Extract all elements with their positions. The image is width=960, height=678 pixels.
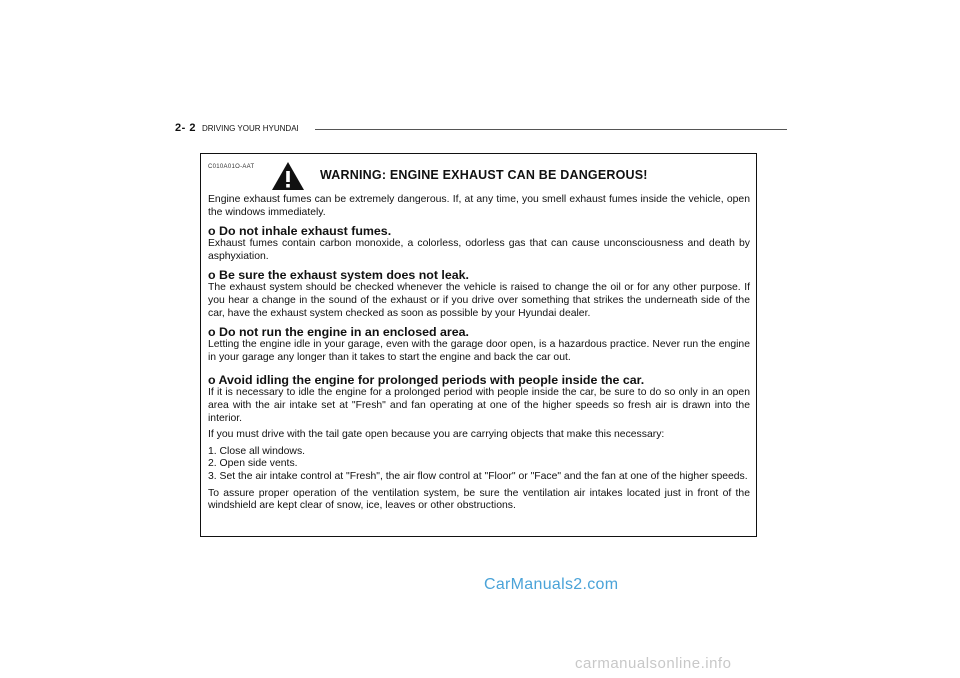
carmanuals-link[interactable]: CarManuals2.com (484, 576, 619, 593)
header-rule (315, 129, 787, 130)
list-item: 2. Open side vents. (208, 458, 298, 470)
document-code: C010A01O-AAT (208, 164, 255, 170)
tailgate-note: If you must drive with the tail gate open because you are carrying objects that make this necessary: (208, 429, 665, 441)
section-text: Exhaust fumes contain carbon monoxide, a colorless, odorless gas that can cause unconsciousness and death by asphyxiation. (208, 238, 750, 262)
list-item: 1. Close all windows. (208, 445, 306, 457)
section-heading: o Do not run the engine in an enclosed area. (208, 325, 469, 340)
exclamation-warning-icon (271, 161, 305, 191)
warning-box (200, 153, 757, 537)
section-heading: o Do not inhale exhaust fumes. (208, 224, 392, 239)
closing-paragraph: To assure proper operation of the ventilation system, be sure the ventilation air intakes located just in front of the windshield are kept clear of snow, ice, leaves or other obstructions. (208, 487, 750, 512)
section-heading: o Be sure the exhaust system does not leak. (208, 268, 469, 283)
intro-paragraph: Engine exhaust fumes can be extremely dangerous. If, at any time, you smell exhaust fumes inside the vehicle, open the windows immediately. (208, 194, 750, 218)
section-text: If it is necessary to idle the engine for a prolonged period with people inside the car, be sure to do so only in an open area with the air intake set at "Fresh" and fan operating at one of the higher speeds so fresh air is drawn into the interior. (208, 387, 750, 424)
page-number: 2- 2 (175, 122, 196, 134)
section-title: DRIVING YOUR HYUNDAI (202, 124, 299, 133)
site-watermark: carmanualsonline.info (575, 655, 732, 672)
section-text: The exhaust system should be checked whenever the vehicle is raised to change the oil or for any other purpose. If you hear a change in the sound of the exhaust or if you drive over something that strikes the underneath side of the car, have the exhaust system checked as soon as possible by your Hyundai dealer. (208, 282, 750, 319)
warning-body (208, 194, 750, 513)
section-text: Letting the engine idle in your garage, even with the garage door open, is a hazardous practice. Never run the engine in your garage any longer than it takes to start the engine and back the car out. (208, 339, 750, 363)
list-item: 3. Set the air intake control at "Fresh", the air flow control at "Floor" or "Face" and the fan at one of the higher speeds. (208, 470, 748, 482)
section-heading: o Avoid idling the engine for prolonged periods with people inside the car. (208, 373, 645, 388)
page-header (175, 122, 787, 138)
warning-title: WARNING: ENGINE EXHAUST CAN BE DANGEROUS! (320, 168, 648, 182)
